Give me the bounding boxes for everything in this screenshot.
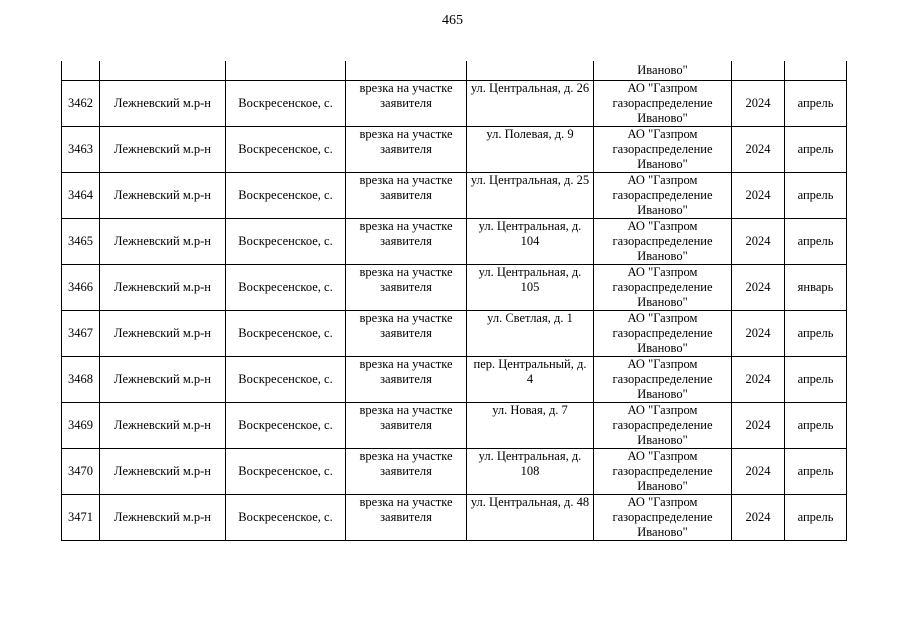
- cell-locality: Воскресенское, с.: [226, 219, 346, 265]
- cell-num: 3465: [62, 219, 100, 265]
- cell-num: 3469: [62, 403, 100, 449]
- cell-locality: Воскресенское, с.: [226, 265, 346, 311]
- cell-year: 2024: [732, 81, 785, 127]
- table-row: [62, 357, 847, 403]
- cell-month: [785, 61, 847, 81]
- cell-year: 2024: [732, 495, 785, 541]
- cell-work: врезка на участке заявителя: [346, 265, 467, 311]
- cell-year: 2024: [732, 403, 785, 449]
- cell-num: 3467: [62, 311, 100, 357]
- table-row: [62, 311, 847, 357]
- cell-month: апрель: [785, 219, 847, 265]
- cell-work: врезка на участке заявителя: [346, 311, 467, 357]
- cell-district: Лежневский м.р-н: [100, 265, 226, 311]
- cell-work: врезка на участке заявителя: [346, 357, 467, 403]
- cell-work: [346, 61, 467, 81]
- cell-year: 2024: [732, 219, 785, 265]
- cell-num: 3463: [62, 127, 100, 173]
- cell-district: Лежневский м.р-н: [100, 495, 226, 541]
- cell-address: ул. Центральная, д. 105: [467, 265, 594, 311]
- table-body: [62, 61, 847, 541]
- table-row: [62, 403, 847, 449]
- cell-locality: Воскресенское, с.: [226, 357, 346, 403]
- cell-year: 2024: [732, 173, 785, 219]
- cell-address: ул. Центральная, д. 104: [467, 219, 594, 265]
- continued-row: [62, 61, 847, 81]
- cell-address: ул. Светлая, д. 1: [467, 311, 594, 357]
- cell-month: апрель: [785, 403, 847, 449]
- cell-num: [62, 61, 100, 81]
- cell-month: апрель: [785, 311, 847, 357]
- cell-district: Лежневский м.р-н: [100, 173, 226, 219]
- cell-locality: Воскресенское, с.: [226, 403, 346, 449]
- cell-locality: Воскресенское, с.: [226, 449, 346, 495]
- registry-table: [61, 61, 847, 541]
- cell-supplier: АО "Газпром газораспределение Иваново": [594, 81, 732, 127]
- cell-locality: Воскресенское, с.: [226, 173, 346, 219]
- cell-work: врезка на участке заявителя: [346, 403, 467, 449]
- cell-month: апрель: [785, 449, 847, 495]
- cell-district: Лежневский м.р-н: [100, 357, 226, 403]
- cell-supplier: АО "Газпром газораспределение Иваново": [594, 357, 732, 403]
- cell-locality: [226, 61, 346, 81]
- cell-month: апрель: [785, 357, 847, 403]
- cell-month: апрель: [785, 495, 847, 541]
- cell-num: 3471: [62, 495, 100, 541]
- table-row: [62, 495, 847, 541]
- cell-supplier: АО "Газпром газораспределение Иваново": [594, 311, 732, 357]
- cell-supplier: Иваново": [594, 61, 732, 81]
- cell-address: пер. Центральный, д. 4: [467, 357, 594, 403]
- cell-work: врезка на участке заявителя: [346, 219, 467, 265]
- cell-num: 3464: [62, 173, 100, 219]
- cell-month: апрель: [785, 173, 847, 219]
- cell-num: 3462: [62, 81, 100, 127]
- cell-year: 2024: [732, 127, 785, 173]
- cell-address: ул. Центральная, д. 108: [467, 449, 594, 495]
- cell-district: Лежневский м.р-н: [100, 403, 226, 449]
- table-row: [62, 173, 847, 219]
- cell-year: 2024: [732, 357, 785, 403]
- cell-locality: Воскресенское, с.: [226, 495, 346, 541]
- cell-work: врезка на участке заявителя: [346, 81, 467, 127]
- cell-month: январь: [785, 265, 847, 311]
- cell-address: ул. Центральная, д. 26: [467, 81, 594, 127]
- cell-district: Лежневский м.р-н: [100, 311, 226, 357]
- table-row: [62, 127, 847, 173]
- table-row: [62, 219, 847, 265]
- cell-address: ул. Центральная, д. 25: [467, 173, 594, 219]
- cell-locality: Воскресенское, с.: [226, 127, 346, 173]
- cell-year: 2024: [732, 265, 785, 311]
- cell-locality: Воскресенское, с.: [226, 81, 346, 127]
- cell-address: ул. Новая, д. 7: [467, 403, 594, 449]
- cell-supplier: АО "Газпром газораспределение Иваново": [594, 173, 732, 219]
- cell-district: Лежневский м.р-н: [100, 449, 226, 495]
- cell-month: апрель: [785, 81, 847, 127]
- page-number: 465: [442, 13, 463, 28]
- cell-num: 3470: [62, 449, 100, 495]
- cell-work: врезка на участке заявителя: [346, 449, 467, 495]
- cell-supplier: АО "Газпром газораспределение Иваново": [594, 219, 732, 265]
- cell-supplier: АО "Газпром газораспределение Иваново": [594, 265, 732, 311]
- cell-address: ул. Центральная, д. 48: [467, 495, 594, 541]
- cell-year: 2024: [732, 311, 785, 357]
- cell-year: 2024: [732, 449, 785, 495]
- cell-year: [732, 61, 785, 81]
- table-row: [62, 265, 847, 311]
- table-row: [62, 449, 847, 495]
- cell-district: Лежневский м.р-н: [100, 127, 226, 173]
- cell-month: апрель: [785, 127, 847, 173]
- cell-supplier: АО "Газпром газораспределение Иваново": [594, 495, 732, 541]
- cell-num: 3468: [62, 357, 100, 403]
- cell-district: Лежневский м.р-н: [100, 81, 226, 127]
- cell-locality: Воскресенское, с.: [226, 311, 346, 357]
- cell-supplier: АО "Газпром газораспределение Иваново": [594, 449, 732, 495]
- cell-work: врезка на участке заявителя: [346, 127, 467, 173]
- cell-num: 3466: [62, 265, 100, 311]
- cell-address: ул. Полевая, д. 9: [467, 127, 594, 173]
- cell-address: [467, 61, 594, 81]
- cell-supplier: АО "Газпром газораспределение Иваново": [594, 127, 732, 173]
- cell-district: [100, 61, 226, 81]
- cell-supplier: АО "Газпром газораспределение Иваново": [594, 403, 732, 449]
- cell-work: врезка на участке заявителя: [346, 495, 467, 541]
- table-row: [62, 81, 847, 127]
- cell-district: Лежневский м.р-н: [100, 219, 226, 265]
- cell-work: врезка на участке заявителя: [346, 173, 467, 219]
